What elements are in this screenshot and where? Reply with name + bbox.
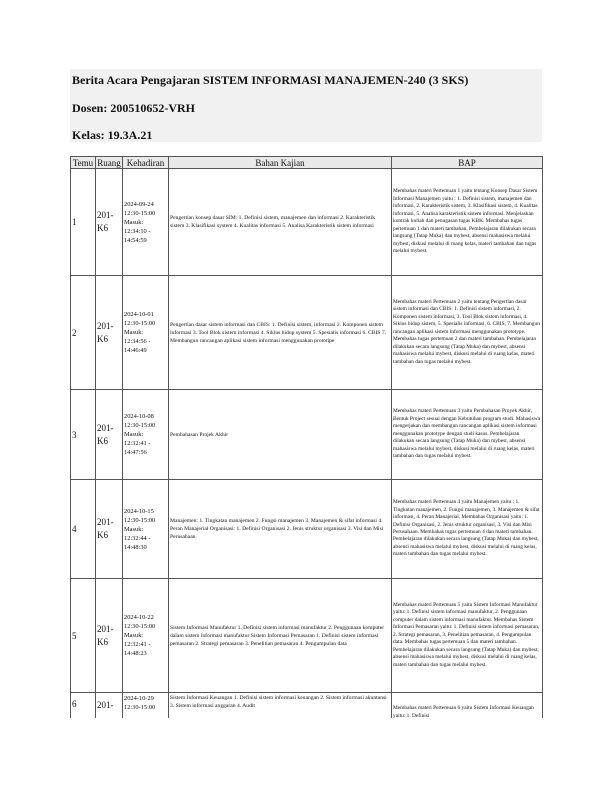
attendance-in-label: Masuk: — [124, 218, 144, 226]
page-title: Berita Acara Pengajaran SISTEM INFORMASI MANAJEMEN-240 (3 SKS) — [72, 73, 469, 87]
attendance-schedule: 12:30-15:00 — [124, 209, 156, 217]
cell-temu: 4 — [71, 480, 96, 579]
column-header-bahan-kajian: Bahan Kajian — [169, 157, 392, 169]
cell-temu: 1 — [71, 169, 96, 276]
attendance-in-label: Masuk: — [124, 632, 144, 639]
attendance-in-time: 12:32:41 - — [124, 641, 151, 648]
attendance-out-time: 14:47:56 — [124, 449, 147, 456]
cell-kehadiran — [123, 169, 169, 276]
attendance-date: 2024-09-24 — [124, 200, 154, 208]
column-header-ruang: Ruang — [97, 157, 121, 168]
table-header-row — [71, 157, 543, 169]
attendance-schedule: 12:30-15:00 — [124, 623, 156, 630]
attendance-schedule: 12:30-15:00 — [124, 516, 156, 524]
attendance-schedule: 12:30-15:00 — [124, 422, 156, 429]
cell-bap: Membahas materi Pertemuan 3 yaitu Pembahasan Proyek Akhir, Bentuk Project sesuai dengan Kebutuhan program studi. Mahasiswa mengerjakan dan membangun rancangan aplikasi sistem informasi menggunakan prototype dengan studi kasus. Pembelajaran dilakukan secara langsung (Tatap Muka) dan mybest, absensi mahasiswa melalui mybest, diskusi melalui di ruang kelas, materi tambahan dan tugas melalui mybest. — [392, 390, 543, 480]
cell-bahan-kajian: Sistem Informasi Keuangan 1. Definisi sistem informasi keuangan 2. Sistem informasi akuntansi 3. Sistem informasi anggaran 4. Audit — [169, 693, 392, 733]
cell-temu: 6 — [71, 693, 96, 733]
cell-kehadiran — [123, 579, 169, 693]
attendance-out-time: 14:46:49 — [124, 347, 147, 354]
cell-bap: Membahas materi Pertemuan 2 yaitu tentang Pengertian dasar sistem informasi dan CBIS: 1. Definisi sistem informasi, 2. Komponen sistem informasi, 3. Tool Blok sistem informasi, 4. Siklus hidup sistem, 5. Spesialis informasi, 6. CBIS, 7. Membangun rancangan aplikasi sistem informasi menggunakan prototype. Membahas tugas pertemuan 2 dan materi tambahan. Pembelajaran dilakukan secara langsung (Tatap Muka) dan mybest, absensi mahasiswa melalui mybest, diskusi melalui di ruang kelas, materi tambahan dan tugas melalui mybest. — [392, 276, 543, 390]
attendance-in-time: 12:34:56 - — [124, 338, 151, 345]
attendance-in-label: Masuk: — [124, 329, 144, 336]
cell-bap: Membahas materi Pertemuan 5 yaitu Sistem Informasi Manufaktur yaitu: 1. Definisi sistem informasi manufaktur, 2. Penggunaan computer dalam sistem informasi manufaktur. Membahas Sistem Informasi Pemasaran yaitu: 1. Definisi sistem informasi pemasaran, 2. Strategi pemasaran, 3. Penelitian pemasaran, 4. Pengumpulan data. Membahas tugas pertemuan 5 dan materi tambahan. Pembelajaran dilakukan secara langsung (Tatap Muka) dan mybest, absensi mahasiswa melalui mybest, diskusi melalui di ruang kelas, materi tambahan dan tugas melalui mybest. — [392, 579, 543, 693]
cell-bahan-kajian: Manajemen: 1. Tingkatan manajemen 2. Fungsi manajemen 3. Manajemen & sifat informasi 4. Peran Manajerial Organisasi: 1. Definisi Organisasi 2. Jenis struktur organisasi 3. Visi dan Misi Perusahaan — [169, 480, 392, 579]
attendance-in-label: Masuk: — [124, 525, 144, 533]
page-bottom-margin — [0, 718, 612, 792]
cell-ruang: 201- — [96, 693, 123, 733]
attendance-out-time: 14:48:30 — [124, 543, 147, 551]
cell-kehadiran — [123, 276, 169, 390]
cell-ruang: 201-K6 — [96, 579, 123, 693]
cell-ruang: 201-K6 — [96, 390, 123, 480]
column-header-kehadiran: Kehadiran — [123, 157, 169, 169]
cell-ruang: 201-K6 — [96, 169, 123, 276]
attendance-in-time: 12:34:10 - — [124, 227, 151, 235]
table-row — [71, 276, 543, 390]
cell-temu: 5 — [71, 579, 96, 693]
cell-bahan-kajian: Pengertian dasar sistem informasi dan CBIS: 1. Definisi sistem, informasi 2. Komponen sistem informasi 3. Tool Blok sistem informasi 4. Siklus hidup system 5. Spesialis informasi 6. CBIS 7. Membangun rancangan aplikasi sistem informasi menggunakan prototipe — [169, 276, 392, 390]
table-row — [71, 169, 543, 276]
cell-temu: 2 — [71, 276, 96, 390]
table-row — [71, 390, 543, 480]
attendance-out-time: 14:48:23 — [124, 650, 147, 657]
attendance-date: 2024-10-08 — [124, 413, 154, 420]
attendance-schedule: 12:30-15:00 — [124, 320, 156, 327]
table-row — [71, 480, 543, 579]
column-header-temu: Temu — [71, 157, 96, 169]
cell-bahan-kajian: Sistem Informasi Manufaktur 1. Definisi sistem informasi manufaktur 2. Penggunaan komputer dalam sistem informasi manufaktur Sistem Informasi Pemasaran 1. Definisi sistem informasi pemasaran 2. Strategi pemasaran 3. Penelitian pemasaran 4. Pengumpulan data — [169, 579, 392, 693]
cell-bap: Membahas materi Pertemuan 1 yaitu tentang Konsep Dasar Sistem Informasi Manajemen yaitu : 1. Definisi sistem, manajemen dan informasi, 2. Karakteristik sistem, 3. Klasifikasi sistem, 4. Kualitas informasi, 5. Analisa karakteristik sistem informasi. Menjelaskan kontrak kuliah dan penugasan tugas KBK. Membahas tugas pertemuan 1 dan materi tambahan. Pembelajaran dilakukan secara langsung (Tatap Muka) dan mybest, absensi mahasiswa melalui mybest, diskusi melalui di ruang kelas, materi tambahan dan tugas melalui mybest. — [392, 169, 543, 276]
cell-bap: Membahas materi Pertemuan 4 yaitu Manajemen yaitu : 1. Tingkatan manajemen, 2. Fungsi manajemen, 3. Manajemen & sifat informasi, 4. Peran Manajerial. Membahas Organisasi yaitu: 1. Definisi Organisasi, 2. Jenis struktur organisasi, 3. Visi dan Misi Perusahaan. Membahas tugas pertemuan 4 dan materi tambahan. Pembelajaran dilakukan secara langsung (Tatap Muka) dan mybest, absensi mahasiswa melalui mybest, diskusi melalui di ruang kelas, materi tambahan dan tugas melalui mybest. — [392, 480, 543, 579]
cell-kehadiran — [123, 480, 169, 579]
class-label: Kelas: 19.3A.21 — [72, 128, 153, 142]
cell-kehadiran — [123, 390, 169, 480]
attendance-in-time: 12:32:41 - — [124, 440, 151, 447]
lecturer-label: Dosen: 200510652-VRH — [72, 101, 195, 115]
attendance-schedule: 12:30-15:00 — [124, 704, 156, 711]
cell-bahan-kajian: Pembahasan Projek Akhir — [169, 390, 392, 480]
teaching-record-table — [70, 156, 543, 733]
attendance-date: 2024-10-22 — [124, 614, 154, 621]
cell-ruang: 201-K6 — [96, 276, 123, 390]
attendance-date: 2024-10-29 — [124, 695, 154, 702]
attendance-in-label: Masuk: — [124, 431, 144, 438]
attendance-in-time: 12:32:44 - — [124, 534, 151, 542]
cell-ruang: 201-K6 — [96, 480, 123, 579]
attendance-out-time: 14:54:59 — [124, 236, 147, 244]
cell-temu: 3 — [71, 390, 96, 480]
attendance-date: 2024-10-15 — [124, 507, 154, 515]
cell-bahan-kajian: Pengertian konsep dasar SIM: 1. Definisi sistem, manajemen dan informasi 2. Karakteristik sistem 3. Klasifikasi system 4. Kualitas informasi 5. Analisa Karakteristik sistem informasi — [169, 169, 392, 276]
cell-bap: Membahas materi Pertemuan 6 yaitu Sistem Informasi Keuangan yaitu: 1. Definisi — [392, 693, 543, 733]
column-header-bap: BAP — [392, 157, 543, 169]
table-row — [71, 579, 543, 693]
attendance-date: 2024-10-01 — [124, 311, 154, 318]
